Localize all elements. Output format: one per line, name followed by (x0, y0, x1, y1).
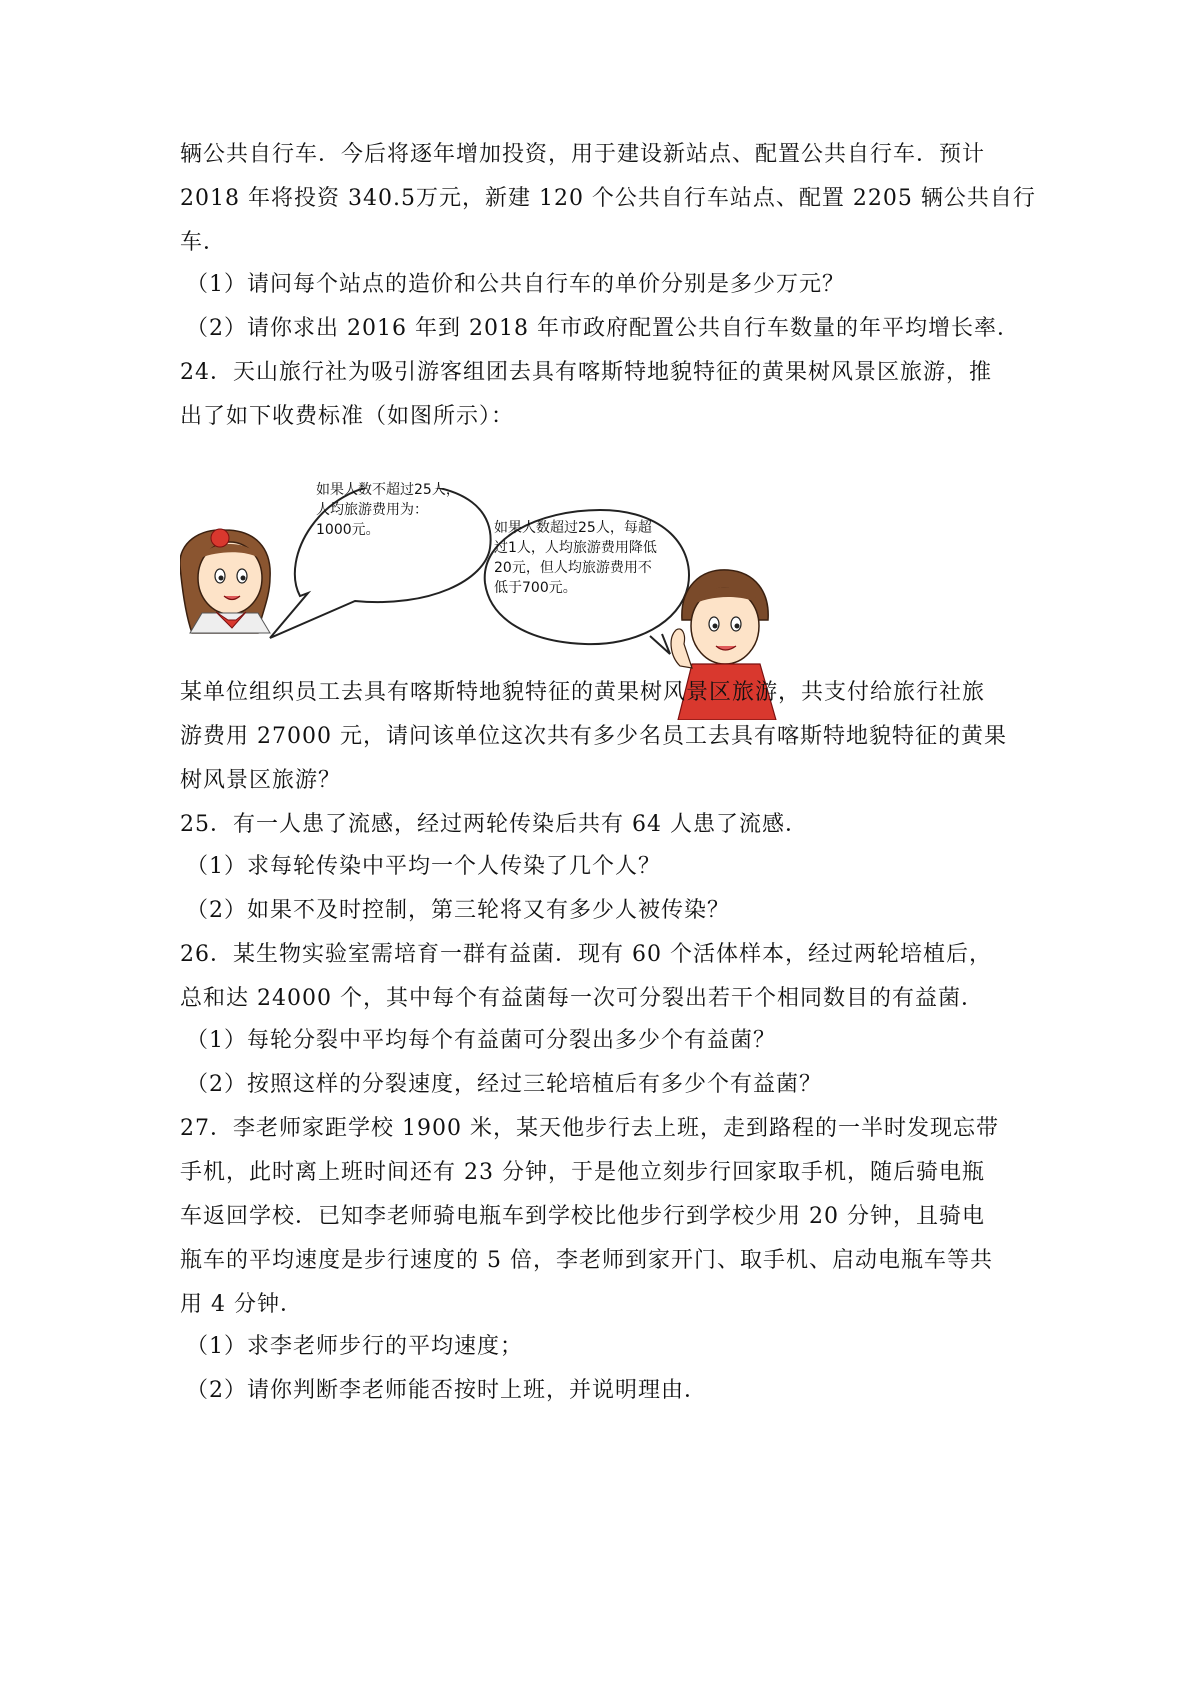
p23-text-line-3: 车． (180, 230, 227, 255)
p23-question-1: （1）请问每个站点的造价和公共自行车的单价分别是多少万元？ (186, 272, 845, 297)
p26-question-1: （1）每轮分裂中平均每个有益菌可分裂出多少个有益菌？ (186, 1028, 776, 1053)
p27-text-line-5: 用 4 分钟． (180, 1292, 303, 1317)
p25-text-line-1: 25．有一人患了流感，经过两轮传染后共有 64 人患了流感． (180, 812, 808, 837)
p24-text-line-3: 某单位组织员工去具有喀斯特地貌特征的黄果树风景区旅游，共支付给旅行社旅 (180, 680, 986, 705)
right-bubble-text (494, 518, 657, 598)
p23-text-line-2: 2018 年将投资 340.5万元，新建 120 个公共自行车站点、配置 2205 辆公共自行 (180, 186, 1036, 211)
p25-question-2: （2）如果不及时控制，第三轮将又有多少人被传染？ (186, 898, 730, 923)
p23-text-line-1: 辆公共自行车．今后将逐年增加投资，用于建设新站点、配置公共自行车．预计 (180, 142, 986, 167)
p24-text-line-5: 树风景区旅游？ (180, 768, 342, 793)
p26-text-line-2: 总和达 24000 个，其中每个有益菌每一次可分裂出若干个相同数目的有益菌． (180, 986, 984, 1011)
p25-question-1: （1）求每轮传染中平均一个人传染了几个人？ (186, 854, 661, 879)
p27-text-line-1: 27．李老师家距学校 1900 米，某天他步行去上班，走到路程的一半时发现忘带 (180, 1116, 999, 1141)
p24-text-line-2: 出了如下收费标准（如图所示）： (180, 404, 515, 429)
p26-question-2: （2）按照这样的分裂速度，经过三轮培植后有多少个有益菌？ (186, 1072, 822, 1097)
right-bubble-line-3: 20元，但人均旅游费用不 (494, 560, 652, 576)
p27-text-line-4: 瓶车的平均速度是步行速度的 5 倍，李老师到家开门、取手机、启动电瓶车等共 (180, 1248, 993, 1273)
p23-question-2: （2）请你求出 2016 年到 2018 年市政府配置公共自行车数量的年平均增长率． (186, 316, 1020, 341)
right-bubble-line-2: 过1人，人均旅游费用降低 (494, 540, 657, 556)
p27-text-line-2: 手机，此时离上班时间还有 23 分钟，于是他立刻步行回家取手机，随后骑电瓶 (180, 1160, 985, 1185)
left-bubble-line-3: 1000元。 (316, 522, 380, 538)
p27-question-1: （1）求李老师步行的平均速度； (186, 1334, 523, 1359)
girl-figure (180, 529, 270, 633)
p24-text-line-1: 24．天山旅行社为吸引游客组团去具有喀斯特地貌特征的黄果树风景区旅游，推 (180, 360, 992, 385)
p24-text-line-4: 游费用 27000 元，请问该单位这次共有多少名员工去具有喀斯特地貌特征的黄果 (180, 724, 1007, 749)
right-bubble-line-1: 如果人数超过25人，每超 (494, 520, 652, 536)
p26-text-line-1: 26．某生物实验室需培育一群有益菌．现有 60 个活体样本，经过两轮培植后， (180, 942, 992, 967)
p27-question-2: （2）请你判断李老师能否按时上班，并说明理由． (186, 1378, 707, 1403)
left-bubble-line-1: 如果人数不超过25人， (316, 482, 460, 498)
right-bubble-line-4: 低于700元。 (494, 580, 577, 596)
left-bubble-text (316, 480, 460, 540)
p27-text-line-3: 车返回学校．已知李老师骑电瓶车到学校比他步行到学校少用 20 分钟，且骑电 (180, 1204, 985, 1229)
left-bubble-line-2: 人均旅游费用为： (316, 502, 428, 518)
